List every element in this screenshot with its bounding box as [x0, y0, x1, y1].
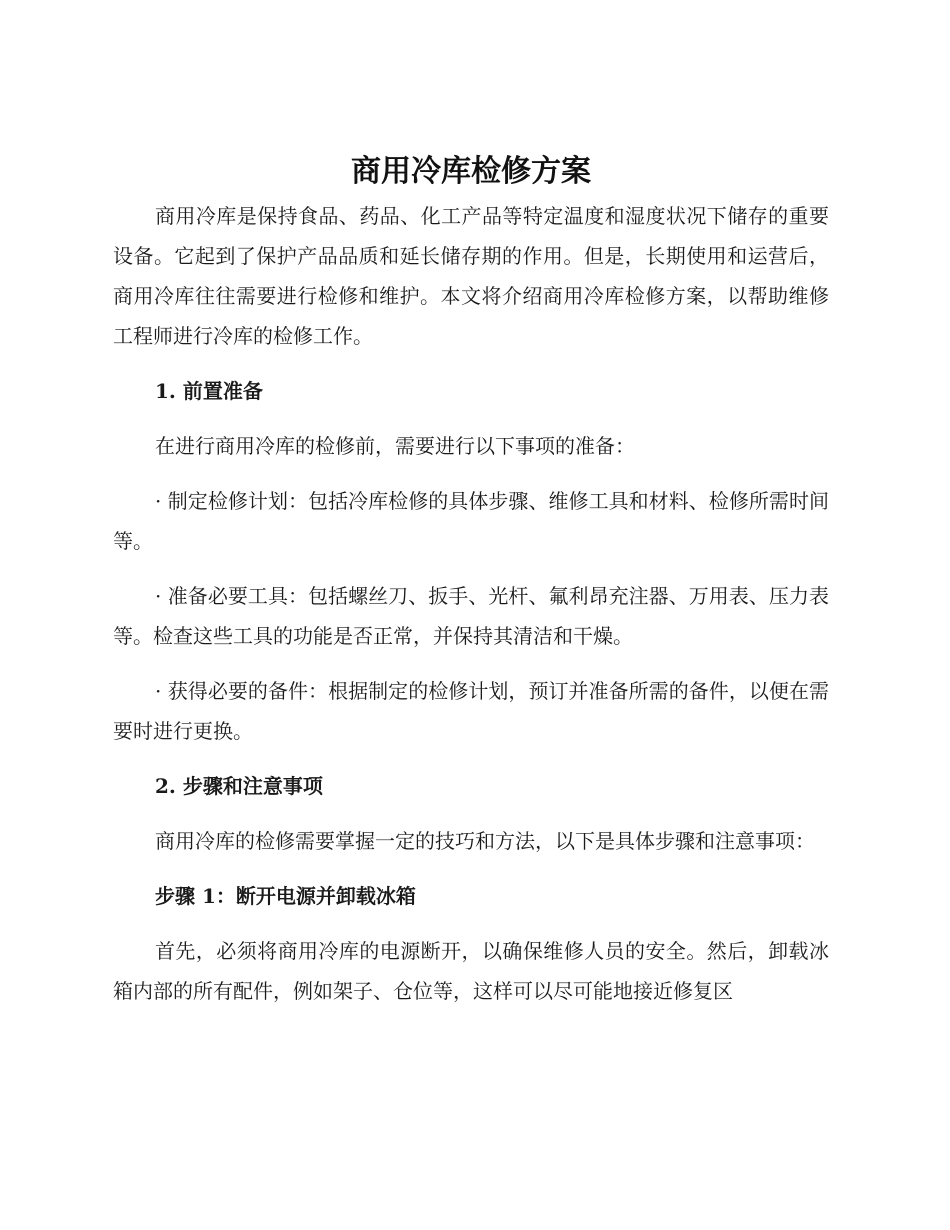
section-lead-steps: 商用冷库的检修需要掌握一定的技巧和方法，以下是具体步骤和注意事项：	[155, 829, 815, 853]
section-heading-prep: 1. 前置准备	[155, 379, 263, 403]
step-paragraph-1: 首先，必须将商用冷库的电源断开，以确保维修人员的安全。然后，卸载冰箱内部的所有配件，例如架子、仓位等，这样可以尽可能地接近修复区	[113, 939, 829, 1003]
intro-paragraph: 商用冷库是保持食品、药品、化工产品等特定温度和湿度状况下储存的重要设备。它起到了保护产品品质和延长储存期的作用。但是，长期使用和运营后，商用冷库往往需要进行检修和维护。本文将介绍商用冷库检修方案，以帮助维修工程师进行冷库的检修工作。	[113, 204, 829, 348]
spacer	[113, 751, 829, 766]
section-lead-prep: 在进行商用冷库的检修前，需要进行以下事项的准备：	[155, 434, 635, 458]
spacer	[113, 356, 829, 371]
document-page	[113, 150, 829, 1011]
document-title: 商用冷库检修方案	[351, 154, 591, 189]
spacer	[113, 861, 829, 876]
spacer	[113, 916, 829, 931]
spacer	[113, 466, 829, 481]
bullet-item-tools: · 准备必要工具：包括螺丝刀、扳手、光杆、氟利昂充注器、万用表、压力表等。检查这些工具的功能是否正常，并保持其清洁和干燥。	[113, 584, 829, 648]
spacer	[113, 656, 829, 671]
spacer	[113, 806, 829, 821]
spacer	[113, 411, 829, 426]
bullet-item-plan: · 制定检修计划：包括冷库检修的具体步骤、维修工具和材料、检修所需时间等。	[113, 489, 829, 553]
bullet-item-parts: · 获得必要的备件：根据制定的检修计划，预订并准备所需的备件，以便在需要时进行更换。	[113, 679, 829, 743]
spacer	[113, 561, 829, 576]
step-heading-1: 步骤 1：断开电源并卸载冰箱	[155, 884, 416, 908]
section-heading-steps: 2. 步骤和注意事项	[155, 774, 323, 798]
